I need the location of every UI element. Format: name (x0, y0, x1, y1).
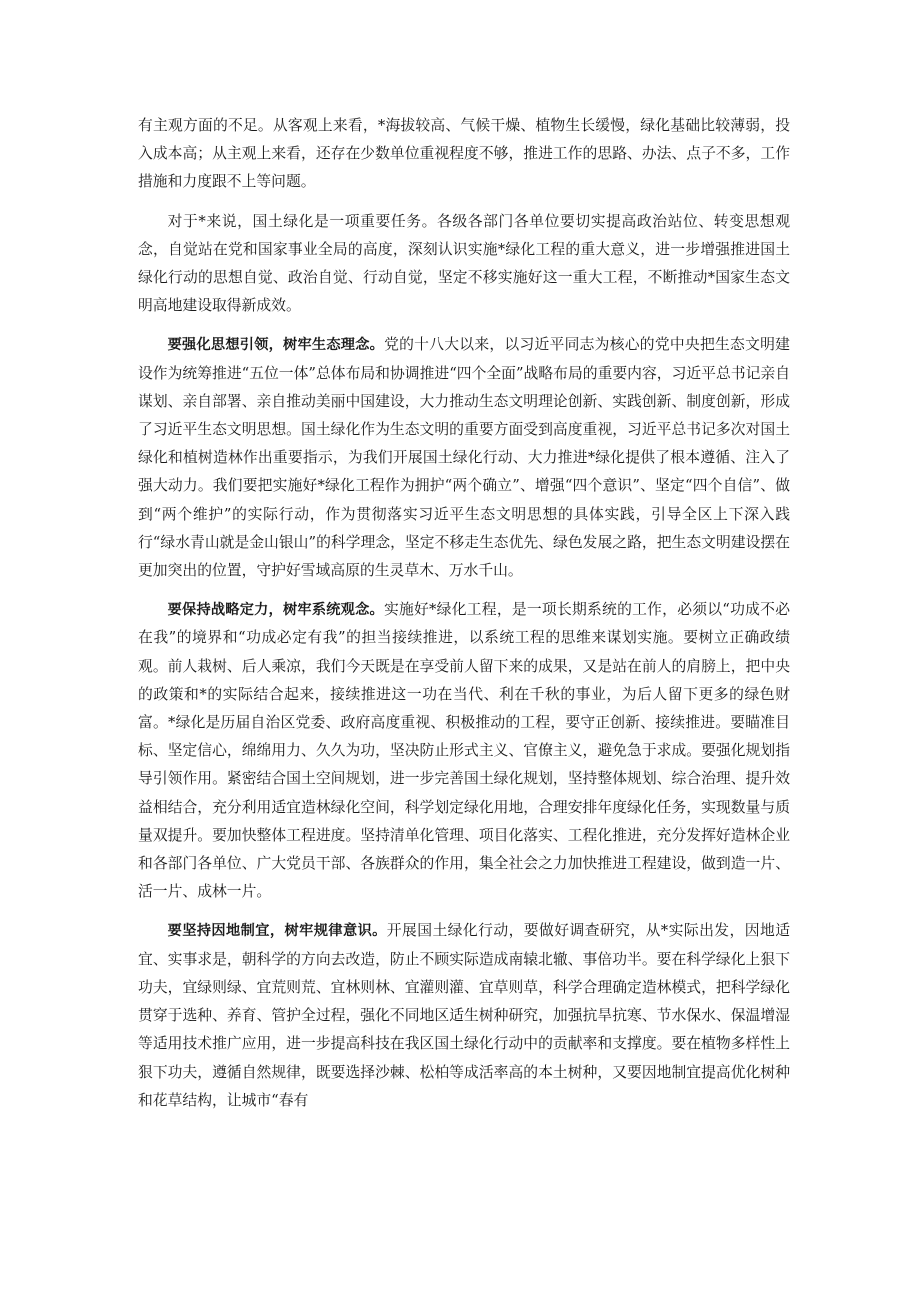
paragraph-lead-heading: 要坚持因地制宜，树牢规律意识。 (167, 923, 387, 940)
paragraph-text: 对于*来说，国土绿化是一项重要任务。各级各部门各单位要切实提高政治站位、转变思想观念，自觉站在党和国家事业全局的高度，深刻认识实施*绿化工程的重大意义，进一步增强推进国土绿化行动的思想自觉、政治自觉、行动自觉，坚定不移实施好这一重大工程，不断推动*国家生态文明高地建设取得新成效。 (138, 212, 790, 315)
document-page (138, 112, 790, 1126)
paragraph-4 (138, 596, 790, 906)
paragraph-text: 党的十八大以来，以习近平同志为核心的党中央把生态文明建设作为统筹推进“五位一体”总体布局和协调推进“四个全面”战略布局的重要内容，习近平总书记亲自谋划、亲自部署、亲自推动美丽中国建设，大力推动生态文明理论创新、实践创新、制度创新，形成了习近平生态文明思想。国土绿化作为生态文明的重要方面受到高度重视，习近平总书记多次对国土绿化和植树造林作出重要指示，为我们开展国土绿化行动、大力推进*绿化提供了根本遵循、注入了强大动力。我们要把实施好*绿化工程作为拥护“两个确立”、增强“四个意识”、坚定“四个自信”、做到“两个维护”的实际行动，作为贯彻落实习近平生态文明思想的具体实践，引导全区上下深入践行“绿水青山就是金山银山”的科学理念，坚定不移走生态优先、绿色发展之路，把生态文明建设摆在更加突出的位置，守护好雪域高原的生灵草木、万水千山。 (138, 336, 790, 580)
paragraph-3 (138, 331, 790, 585)
paragraph-5 (138, 917, 790, 1114)
paragraph-lead-heading: 要保持战略定力，树牢系统观念。 (167, 602, 384, 619)
paragraph-text: 开展国土绿化行动，要做好调查研究，从*实际出发，因地适宜、实事求是，朝科学的方向去改造，防止不顾实际造成南辕北辙、事倍功半。要在科学绿化上狠下功夫，宜绿则绿、宜荒则荒、宜林则林、宜灌则灌、宜草则草，科学合理确定造林模式，把科学绿化贯穿于选种、养育、管护全过程，强化不同地区适生树种研究，加强抗旱抗寒、节水保水、保温增湿等适用技术推广应用，进一步提高科技在我区国土绿化行动中的贡献率和支撑度。要在植物多样性上狠下功夫，遵循自然规律，既要选择沙棘、松柏等成活率高的本土树种，又要因地制宜提高优化树种和花草结构，让城市“春有 (138, 922, 790, 1109)
paragraph-text: 有主观方面的不足。从客观上来看，*海拔较高、气候干燥、植物生长缓慢，绿化基础比较薄弱，投入成本高；从主观上来看，还存在少数单位重视程度不够，推进工作的思路、办法、点子不多，工作措施和力度跟不上等问题。 (138, 117, 790, 191)
paragraph-2 (138, 208, 790, 321)
paragraph-text: 实施好*绿化工程，是一项长期系统的工作，必须以“功成不必在我”的境界和“功成必定有我”的担当接续推进，以系统工程的思维来谋划实施。要树立正确政绩观。前人栽树、后人乘凉，我们今天既是在享受前人留下来的成果，又是站在前人的肩膀上，把中央的政策和*的实际结合起来，接续推进这一功在当代、利在千秋的事业，为后人留下更多的绿色财富。*绿化是历届自治区党委、政府高度重视、积极推动的工程，要守正创新、接续推进。要瞄准目标、坚定信心，绵绵用力、久久为功，坚决防止形式主义、官僚主义，避免急于求成。要强化规划指导引领作用。紧密结合国土空间规划，进一步完善国土绿化规划，坚持整体规划、综合治理、提升效益相结合，充分利用适宜造林绿化空间，科学划定绿化用地，合理安排年度绿化任务，实现数量与质量双提升。要加快整体工程进度。坚持清单化管理、项目化落实、工程化推进，充分发挥好造林企业和各部门各单位、广大党员干部、各族群众的作用，集全社会之力加快推进工程建设，做到造一片、活一片、成林一片。 (138, 601, 790, 901)
paragraph-1 (138, 112, 790, 197)
paragraph-lead-heading: 要强化思想引领，树牢生态理念。 (167, 337, 385, 354)
